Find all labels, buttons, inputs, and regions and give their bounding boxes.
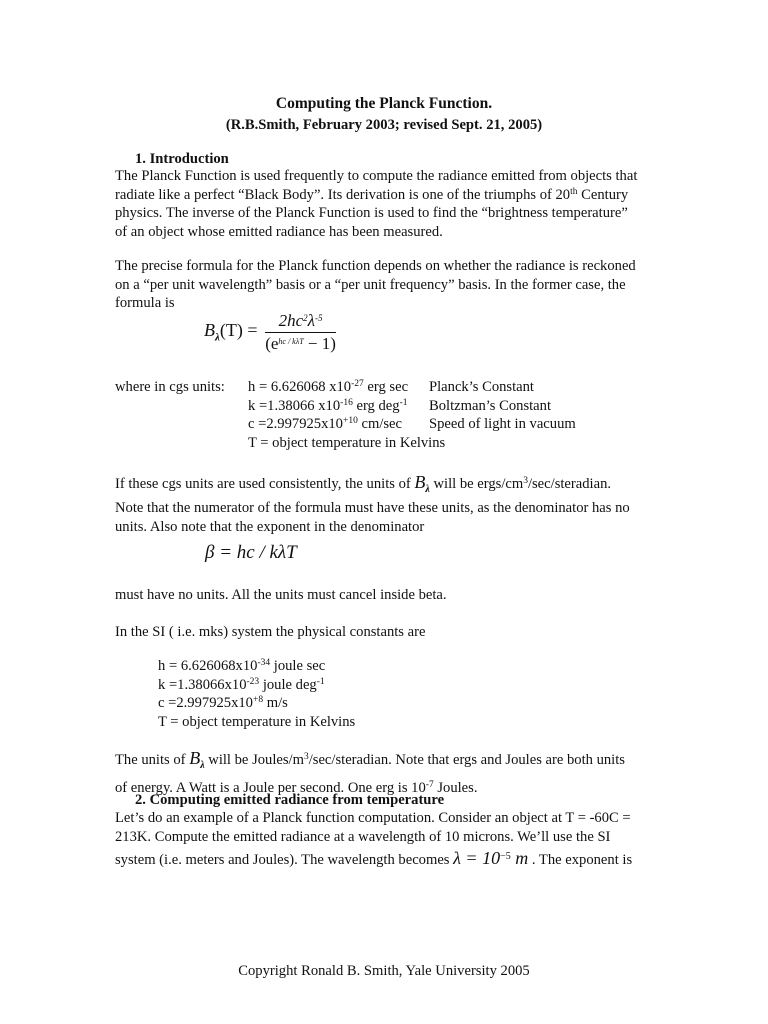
table-row	[248, 415, 576, 434]
constant-value	[248, 415, 429, 434]
text-fragment: /sec/steradian. Note that ergs and Joules are both units	[308, 752, 625, 768]
constant-line	[158, 676, 355, 695]
text-line: formula is	[115, 295, 175, 311]
superscript: -23	[246, 676, 260, 687]
formula-intro-paragraph	[115, 257, 655, 313]
copyright-footer: Copyright Ronald B. Smith, Yale University 2005	[238, 963, 530, 979]
value-text: c =2.997925x10	[158, 695, 253, 711]
value-text: h = 6.626068 x10	[248, 379, 352, 395]
subscript-lambda: λ	[215, 331, 220, 344]
unit-text: m/s	[263, 695, 288, 711]
text-fragment: . The exponent is	[528, 852, 633, 868]
unit-text: joule deg	[259, 676, 317, 693]
text-fragment: The units of	[115, 752, 190, 768]
formula-fraction	[265, 312, 336, 353]
constant-value: T = object temperature in Kelvins	[248, 434, 446, 451]
text-fragment: system (i.e. meters and Joules). The wavelength becomes	[115, 852, 454, 868]
cgs-constants-table	[248, 378, 576, 452]
superscript: 3	[523, 476, 528, 486]
constant-description: Planck’s Constant	[429, 379, 534, 395]
page-title: Computing the Planck Function.	[275, 95, 493, 112]
text-line: physics. The inverse of the Planck Function is used to find the “brightness temperature”	[115, 205, 628, 221]
section-2-paragraph	[115, 809, 655, 870]
superscript: -1	[399, 397, 408, 408]
denominator-term: − 1)	[303, 333, 336, 353]
value-text: h = 6.626068x10	[158, 658, 258, 674]
intro-paragraph	[115, 167, 655, 241]
unit-text: erg sec	[363, 379, 409, 395]
formula-lhs-arg: (T) =	[219, 319, 258, 340]
text-fragment: Century	[577, 186, 629, 203]
constant-line	[158, 694, 355, 713]
table-row	[248, 434, 576, 453]
value-text: c =2.997925x10	[248, 416, 343, 432]
constant-value	[248, 397, 429, 416]
wavelength-formula	[453, 848, 528, 868]
superscript: 2	[303, 313, 308, 323]
constant-line	[158, 657, 355, 676]
text-line: on a “per unit wavelength” basis or a “per unit frequency” basis. In the former case, the	[115, 276, 626, 293]
cgs-units-label: where in cgs units:	[115, 379, 225, 395]
math-fragment: λ = 10	[453, 848, 501, 868]
text-line: 213K. Compute the emitted radiance at a wavelength of 10 microns. We’ll use the SI	[115, 828, 611, 845]
unit-text: joule sec	[270, 658, 326, 674]
superscript: th	[570, 186, 578, 197]
superscript: -16	[340, 397, 353, 408]
symbol-b: B	[204, 319, 215, 340]
text-fragment: If these cgs units are used consistently, the units of	[115, 476, 415, 492]
unit-text: cm/sec	[357, 416, 403, 432]
formula-lhs	[204, 319, 258, 344]
units-paragraph	[115, 473, 655, 536]
constant-line: T = object temperature in Kelvins	[158, 713, 356, 730]
value-text: k =1.38066x10	[158, 676, 247, 693]
superscript: -1	[316, 676, 325, 687]
superscript: -27	[351, 379, 364, 389]
text-line: The Planck Function is used frequently to compute the radiance emitted from objects that	[115, 168, 638, 184]
constant-value	[248, 378, 429, 397]
page-subtitle: (R.B.Smith, February 2003; revised Sept. 21, 2005)	[225, 117, 543, 133]
math-fragment: m	[510, 848, 529, 868]
text-fragment: of energy. A Watt is a Joule per second. One erg is 10	[115, 780, 426, 797]
text-line: The precise formula for the Planck function depends on whether the radiance is reckoned	[115, 258, 636, 274]
symbol-b: B	[189, 748, 201, 768]
section-1-heading: 1. Introduction	[135, 151, 229, 167]
text-line: of an object whose emitted radiance has been measured.	[115, 223, 443, 240]
numerator-term: 2hc	[278, 311, 304, 330]
beta-note: must have no units. All the units must cancel inside beta.	[115, 587, 447, 603]
subscript-lambda: λ	[425, 483, 430, 495]
text-line: units. Also note that the exponent in the denominator	[115, 518, 425, 535]
superscript: −5	[500, 851, 511, 862]
beta-formula: β = hc / kλT	[205, 542, 297, 563]
superscript: 3	[303, 752, 309, 762]
superscript: -5	[315, 313, 323, 323]
text-fragment: Joules.	[433, 780, 478, 797]
text-line	[115, 849, 655, 870]
text-line: Let’s do an example of a Planck function computation. Consider an object at T = -60C =	[115, 810, 631, 826]
text-line: Note that the numerator of the formula must have these units, as the denominator has no	[115, 500, 630, 517]
numerator-lambda: λ	[307, 311, 315, 330]
subscript-lambda: λ	[200, 759, 205, 771]
section-2-heading: 2. Computing emitted radiance from temperature	[135, 792, 445, 808]
text-line	[115, 749, 655, 775]
text-line	[115, 186, 655, 205]
si-constants-list	[158, 657, 355, 731]
symbol-b: B	[414, 472, 426, 492]
superscript: -7	[425, 780, 434, 791]
superscript: +8	[252, 695, 264, 705]
superscript: +10	[342, 416, 358, 426]
value-text: k =1.38066 x10	[248, 397, 341, 414]
constant-description: Boltzman’s Constant	[429, 397, 552, 414]
formula-numerator	[265, 312, 336, 333]
text-line	[115, 473, 655, 499]
superscript: -34	[257, 658, 271, 668]
table-row	[248, 378, 576, 397]
text-fragment: will be Joules/m	[204, 752, 304, 768]
text-fragment: radiate like a perfect “Black Body”. Its derivation is one of the triumphs of 20	[115, 186, 571, 203]
planck-formula	[204, 312, 336, 353]
unit-text: erg deg	[352, 397, 400, 414]
text-fragment: will be ergs/cm	[429, 476, 524, 492]
constant-description: Speed of light in vacuum	[429, 416, 576, 432]
formula-denominator	[265, 333, 336, 354]
si-intro: In the SI ( i.e. mks) system the physical constants are	[115, 624, 426, 640]
table-row	[248, 397, 576, 416]
exponent: hc / kλT	[278, 336, 304, 346]
denominator-term: (e	[265, 333, 279, 353]
text-fragment: /sec/steradian.	[527, 476, 612, 492]
